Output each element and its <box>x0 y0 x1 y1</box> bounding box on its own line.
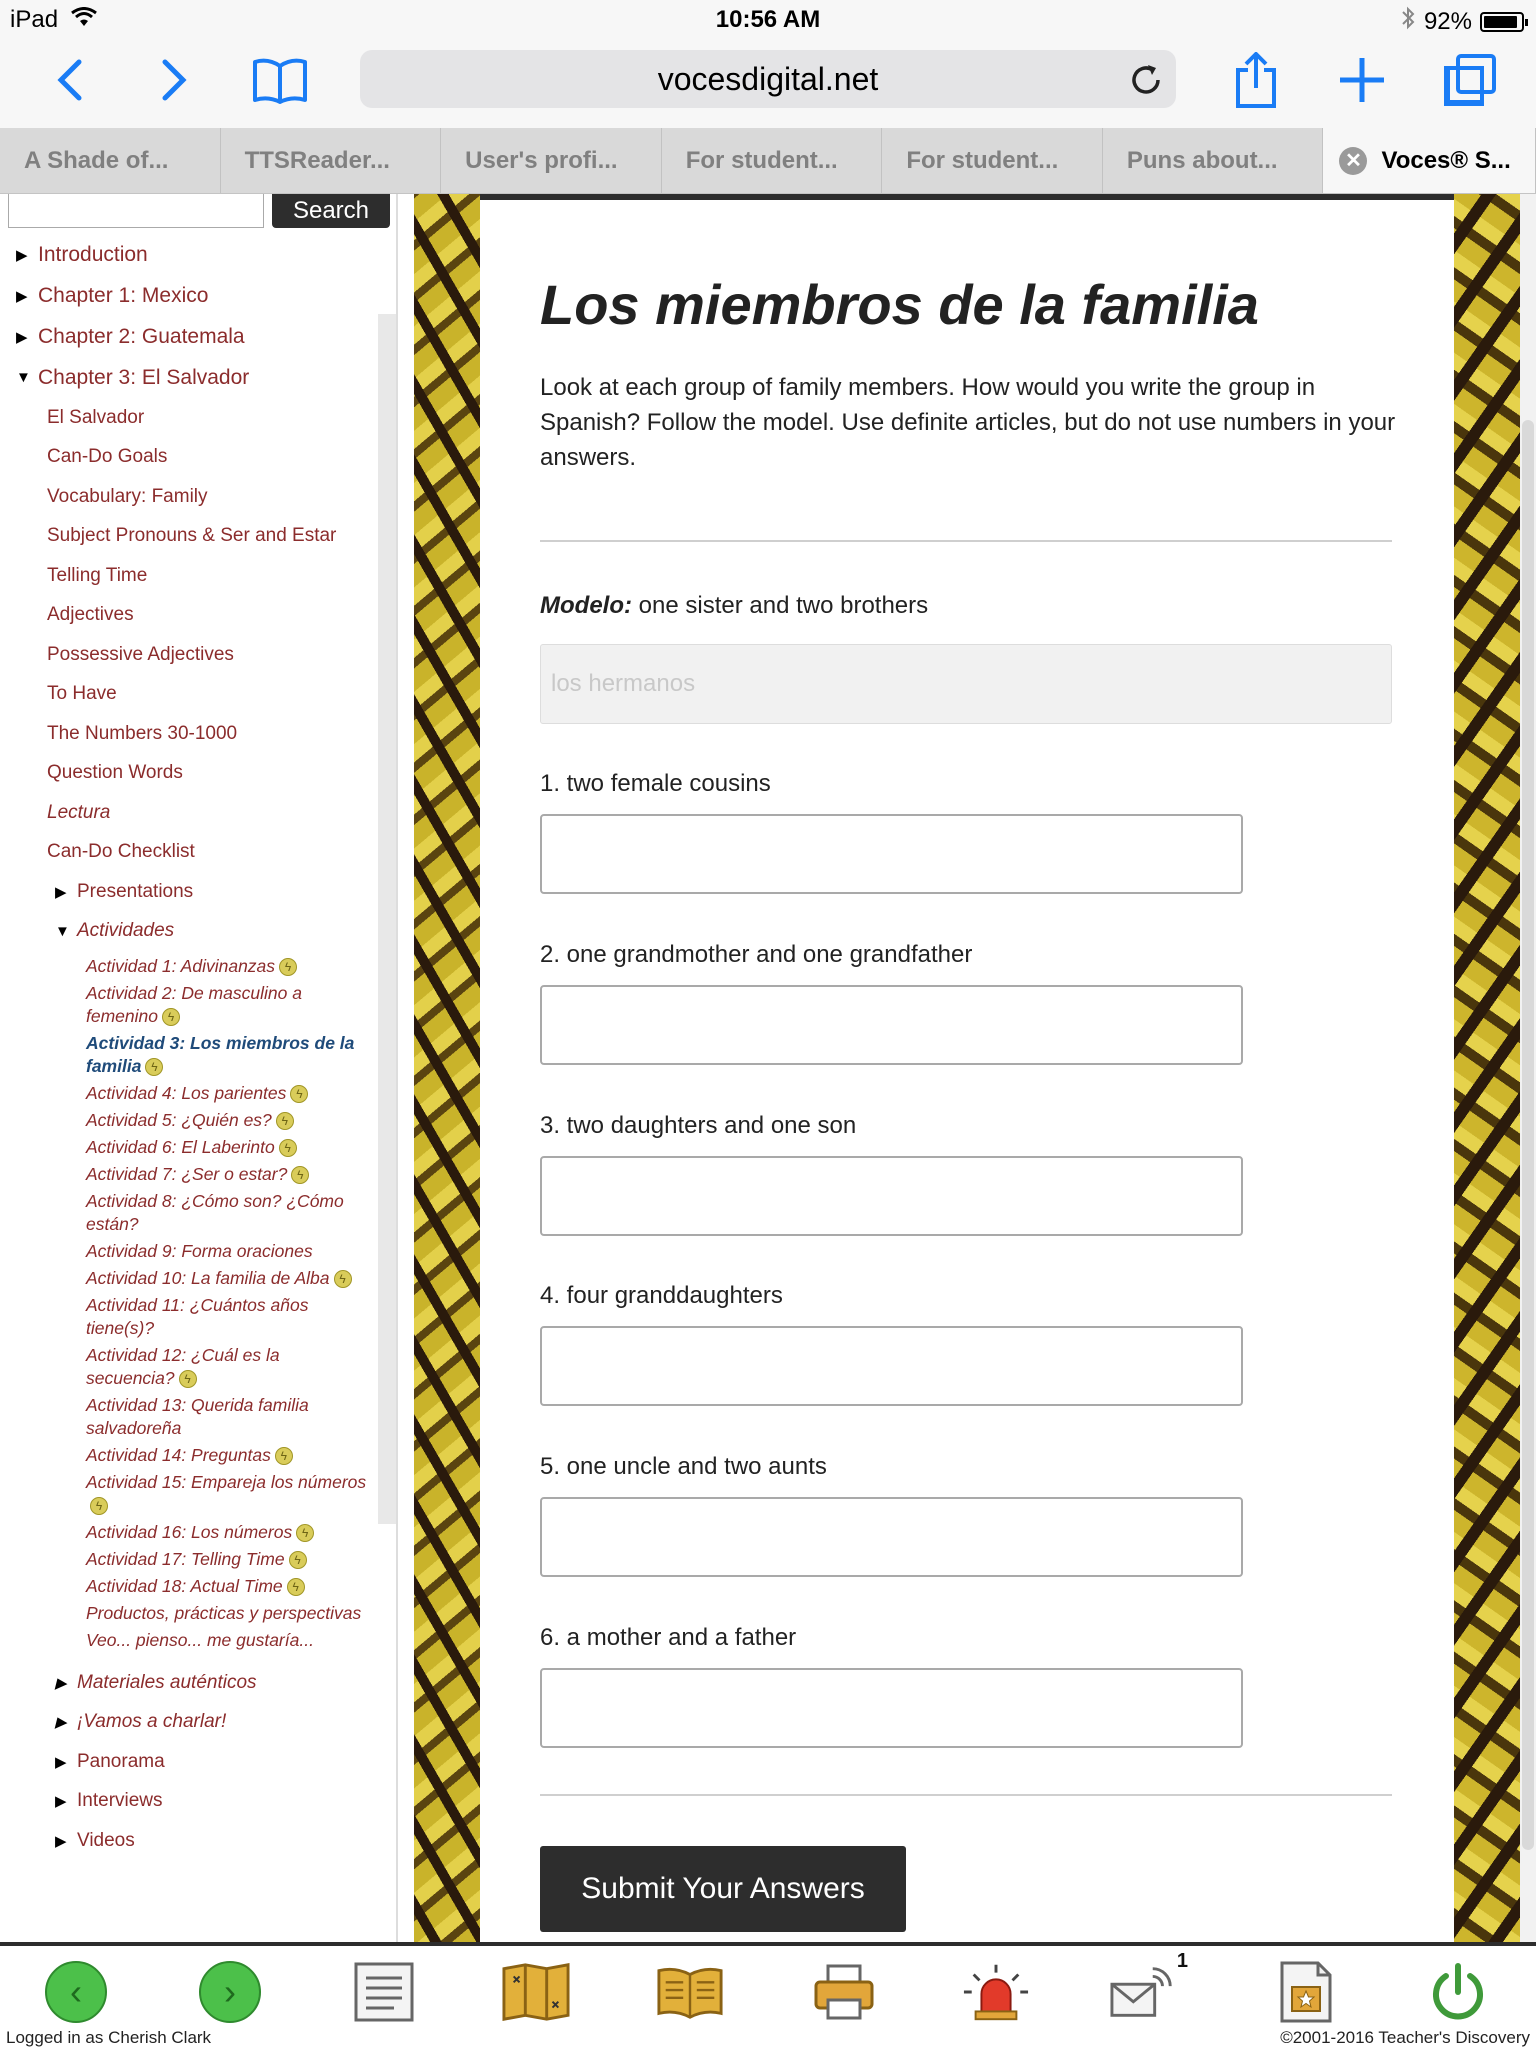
activity-label: Actividad 8: ¿Cómo son? ¿Cómo están? <box>86 1191 344 1234</box>
sidebar-presentations[interactable] <box>0 872 380 912</box>
activity-link[interactable] <box>0 1267 380 1290</box>
lightning-icon: ϟ <box>287 1578 305 1596</box>
chapter-label: Introduction <box>38 242 148 266</box>
triangle-right-icon: ▶ <box>16 328 28 346</box>
section-label: Panorama <box>77 1750 165 1772</box>
section-label: Materiales auténticos <box>77 1671 257 1693</box>
sidebar-section[interactable]: Vocabulary: Family <box>47 485 208 507</box>
lightning-icon: ϟ <box>162 1008 180 1026</box>
browser-toolbar <box>0 40 1536 128</box>
activity-label: Actividad 11: ¿Cuántos años tiene(s)? <box>86 1295 309 1338</box>
lightning-icon: ϟ <box>279 958 297 976</box>
lightning-icon: ϟ <box>145 1058 163 1076</box>
decorative-background-right <box>1454 194 1520 1942</box>
activity-label: Veo... pienso... me gustaría... <box>86 1630 314 1650</box>
sidebar-chapter[interactable] <box>0 234 380 275</box>
activity-label: Productos, prácticas y perspectivas <box>86 1603 362 1623</box>
sidebar-search <box>8 194 390 228</box>
sidebar-section[interactable]: Can-Do Goals <box>47 446 168 468</box>
submit-answers-button[interactable]: Submit Your Answers <box>540 1846 906 1932</box>
activity-label: Actividad 7: ¿Ser o estar? <box>86 1164 288 1184</box>
triangle-right-icon: ▶ <box>55 1793 67 1811</box>
tab-label: A Shade of... <box>24 146 169 174</box>
activity-label: Actividad 1: Adivinanzas <box>86 956 276 976</box>
activity-link-current[interactable] <box>0 1032 380 1078</box>
bookmarks-icon[interactable] <box>250 50 310 110</box>
lightning-icon: ϟ <box>290 1085 308 1103</box>
question-label: 5. one uncle and two aunts <box>540 1453 827 1480</box>
activity-link[interactable] <box>0 1109 380 1132</box>
sidebar-chapter[interactable] <box>0 316 380 357</box>
sidebar-section[interactable]: Possessive Adjectives <box>47 643 234 665</box>
reload-icon[interactable] <box>1128 62 1164 98</box>
activity-label: Actividad 3: Los miembros de la familia <box>86 1033 355 1076</box>
triangle-right-icon: ▶ <box>55 1714 67 1732</box>
model-answer-field <box>540 644 1392 724</box>
activity-panel <box>480 194 1454 1942</box>
main-scrollbar[interactable] <box>1520 194 1536 1942</box>
triangle-right-icon: ▶ <box>55 1753 67 1771</box>
activity-label: Actividad 13: Querida familia salvadoreña <box>86 1395 309 1438</box>
lightning-icon: ϟ <box>275 1447 293 1465</box>
activity-link[interactable] <box>0 1575 380 1598</box>
activity-link[interactable] <box>0 1629 380 1652</box>
url-bar[interactable] <box>360 50 1176 108</box>
triangle-down-icon: ▼ <box>16 369 31 386</box>
sidebar-section[interactable]: Subject Pronouns & Ser and Estar <box>47 525 337 547</box>
answer-input[interactable] <box>540 1326 1243 1406</box>
sidebar-section[interactable]: Telling Time <box>47 564 148 586</box>
activity-link[interactable] <box>0 982 380 1028</box>
browser-tab-active[interactable] <box>1323 128 1536 193</box>
browser-tab[interactable] <box>882 128 1103 193</box>
activity-link[interactable] <box>0 1602 380 1625</box>
triangle-right-icon: ▶ <box>16 246 28 264</box>
sidebar-section[interactable]: Adjectives <box>47 604 134 626</box>
battery-icon <box>1480 12 1524 32</box>
activity-label: Actividad 10: La familia de Alba <box>86 1268 330 1288</box>
activity-link[interactable] <box>0 1521 380 1544</box>
activity-link[interactable] <box>0 955 380 978</box>
lightning-icon: ϟ <box>291 1166 309 1184</box>
activity-label: Actividad 5: ¿Quién es? <box>86 1110 272 1130</box>
sidebar-section[interactable]: To Have <box>47 683 117 705</box>
notes-icon[interactable] <box>350 1958 418 2026</box>
sidebar <box>0 194 398 1942</box>
activity-label: Actividad 16: Los números <box>86 1522 293 1542</box>
activity-label: Actividad 4: Los parientes <box>86 1083 287 1103</box>
close-tab-icon[interactable]: ✕ <box>1339 147 1367 175</box>
status-time: 10:56 AM <box>715 6 821 33</box>
back-icon[interactable] <box>40 50 100 110</box>
divider <box>540 540 1392 542</box>
tab-label: User's profi... <box>465 146 618 174</box>
activity-label: Actividad 18: Actual Time <box>86 1576 283 1596</box>
notification-count: 1 <box>1176 1950 1188 1972</box>
tab-label: Voces® S... <box>1381 146 1511 174</box>
browser-tabs <box>0 128 1536 194</box>
decorative-background-left <box>414 194 480 1942</box>
arrow-left-icon: ‹ <box>45 1961 107 2023</box>
activity-link[interactable] <box>0 1444 380 1467</box>
map-icon[interactable] <box>502 1958 570 2026</box>
sidebar-more-section[interactable] <box>0 1703 380 1743</box>
book-icon[interactable] <box>656 1958 724 2026</box>
activity-label: Actividad 12: ¿Cuál es la secuencia? <box>86 1345 280 1388</box>
lightning-icon: ϟ <box>279 1139 297 1157</box>
url-text: vocesdigital.net <box>657 60 879 97</box>
certificate-icon[interactable] <box>1272 1958 1340 2026</box>
triangle-right-icon: ▶ <box>16 287 28 305</box>
browser-tab[interactable] <box>441 128 662 193</box>
share-icon[interactable] <box>1226 50 1286 110</box>
next-button[interactable] <box>196 1958 264 2026</box>
question-label: 6. a mother and a father <box>540 1624 797 1651</box>
activity-link[interactable] <box>0 1082 380 1105</box>
device-name: iPad <box>10 6 59 33</box>
activity-label: Actividad 6: El Laberinto <box>86 1137 275 1157</box>
model-prompt <box>540 592 928 620</box>
previous-button[interactable] <box>42 1958 110 2026</box>
print-icon[interactable] <box>810 1958 878 2026</box>
alert-siren-icon[interactable] <box>962 1958 1030 2026</box>
new-tab-icon[interactable] <box>1332 50 1392 110</box>
lightning-icon: ϟ <box>334 1270 352 1288</box>
tab-label: For student... <box>906 146 1059 174</box>
status-right <box>1400 6 1524 37</box>
sidebar-more-section[interactable] <box>0 1663 380 1703</box>
triangle-right-icon: ▶ <box>55 1674 67 1692</box>
chapter-label: Chapter 3: El Salvador <box>38 365 250 389</box>
lightning-icon: ϟ <box>289 1551 307 1569</box>
triangle-right-icon: ▶ <box>55 883 67 901</box>
activity-link[interactable] <box>0 1136 380 1159</box>
sidebar-chapter-expanded[interactable] <box>0 357 380 398</box>
tabs-overview-icon[interactable] <box>1440 50 1500 110</box>
forward-icon[interactable] <box>144 50 204 110</box>
browser-tab[interactable] <box>1103 128 1324 193</box>
answer-input[interactable] <box>540 814 1243 894</box>
copyright-text: ©2001-2016 Teacher's Discovery <box>1280 2028 1530 2047</box>
answer-input[interactable] <box>540 985 1243 1065</box>
triangle-down-icon: ▼ <box>55 922 70 940</box>
browser-tab[interactable] <box>662 128 883 193</box>
activity-link[interactable] <box>0 1471 380 1517</box>
sidebar-scrollbar[interactable] <box>378 314 396 1524</box>
tab-label: TTSReader... <box>244 146 390 174</box>
browser-tab[interactable] <box>0 128 221 193</box>
activity-link[interactable] <box>0 1394 380 1440</box>
model-text: one sister and two brothers <box>631 592 929 619</box>
activity-link[interactable] <box>0 1163 380 1186</box>
lightning-icon: ϟ <box>90 1497 108 1515</box>
question-label: 4. four granddaughters <box>540 1282 783 1309</box>
search-input[interactable] <box>8 194 264 228</box>
page-title: Los miembros de la familia <box>540 273 1259 336</box>
lightning-icon: ϟ <box>296 1524 314 1542</box>
model-label: Modelo: <box>540 592 632 619</box>
sidebar-chapter[interactable] <box>0 275 380 316</box>
section-label: Videos <box>77 1829 135 1851</box>
sidebar-more-section[interactable] <box>0 1821 380 1861</box>
sidebar-more-section[interactable] <box>0 1782 380 1822</box>
sidebar-section[interactable]: The Numbers 30-1000 <box>47 722 238 744</box>
sidebar-section[interactable]: Can-Do Checklist <box>47 841 195 863</box>
chapter-label: Chapter 2: Guatemala <box>38 324 245 348</box>
activity-label: Actividad 2: De masculino a femenino <box>86 983 302 1026</box>
instructions: Look at each group of family members. How would you write the group in Spanish? Follow the model. Use definite articles, but do not use numbers in your answers. <box>540 374 1396 471</box>
power-icon[interactable] <box>1424 1958 1492 2026</box>
tab-label: For student... <box>685 146 838 174</box>
sidebar-section[interactable]: Lectura <box>47 801 111 823</box>
answer-input[interactable] <box>540 1497 1243 1577</box>
bottom-toolbar <box>0 1942 1536 2048</box>
logged-in-text: Logged in as Cherish Clark <box>6 2028 212 2047</box>
lightning-icon: ϟ <box>276 1112 294 1130</box>
activity-link[interactable] <box>0 1294 380 1340</box>
activity-link[interactable] <box>0 1240 380 1263</box>
activity-link[interactable] <box>0 1344 380 1390</box>
messages-icon[interactable] <box>1110 1950 1188 2026</box>
activity-label: Actividad 9: Forma oraciones <box>86 1241 313 1261</box>
battery-percent: 92% <box>1423 7 1472 35</box>
search-button[interactable]: Search <box>272 194 390 228</box>
section-label: Interviews <box>77 1790 163 1812</box>
sidebar-nav <box>0 234 380 1861</box>
tab-label: Puns about... <box>1126 146 1278 174</box>
scrollbar-thumb[interactable] <box>1522 420 1534 1850</box>
triangle-right-icon: ▶ <box>55 1832 67 1850</box>
bluetooth-icon <box>1400 6 1416 37</box>
question-label: 3. two daughters and one son <box>540 1112 857 1139</box>
sidebar-section[interactable]: El Salvador <box>47 406 145 428</box>
sidebar-section[interactable]: Question Words <box>47 762 183 784</box>
activity-label: Actividad 15: Empareja los números <box>86 1472 367 1492</box>
status-bar <box>0 0 1536 40</box>
presentations-label: Presentations <box>77 880 194 902</box>
sidebar-more-section[interactable] <box>0 1742 380 1782</box>
activity-label: Actividad 17: Telling Time <box>86 1549 285 1569</box>
sidebar-actividades[interactable] <box>0 912 380 952</box>
answer-input[interactable] <box>540 1668 1243 1748</box>
section-label: ¡Vamos a charlar! <box>77 1711 227 1733</box>
activity-link[interactable] <box>0 1190 380 1236</box>
activity-label: Actividad 14: Preguntas <box>86 1445 271 1465</box>
activity-link[interactable] <box>0 1548 380 1571</box>
chapter-label: Chapter 1: Mexico <box>38 283 209 307</box>
actividades-label: Actividades <box>77 920 175 942</box>
divider <box>540 1794 1392 1796</box>
question-label: 1. two female cousins <box>540 770 771 797</box>
lightning-icon: ϟ <box>179 1370 197 1388</box>
answer-input[interactable] <box>540 1156 1243 1236</box>
arrow-right-icon: › <box>199 1961 261 2023</box>
browser-tab[interactable] <box>221 128 442 193</box>
question-label: 2. one grandmother and one grandfather <box>540 941 973 968</box>
